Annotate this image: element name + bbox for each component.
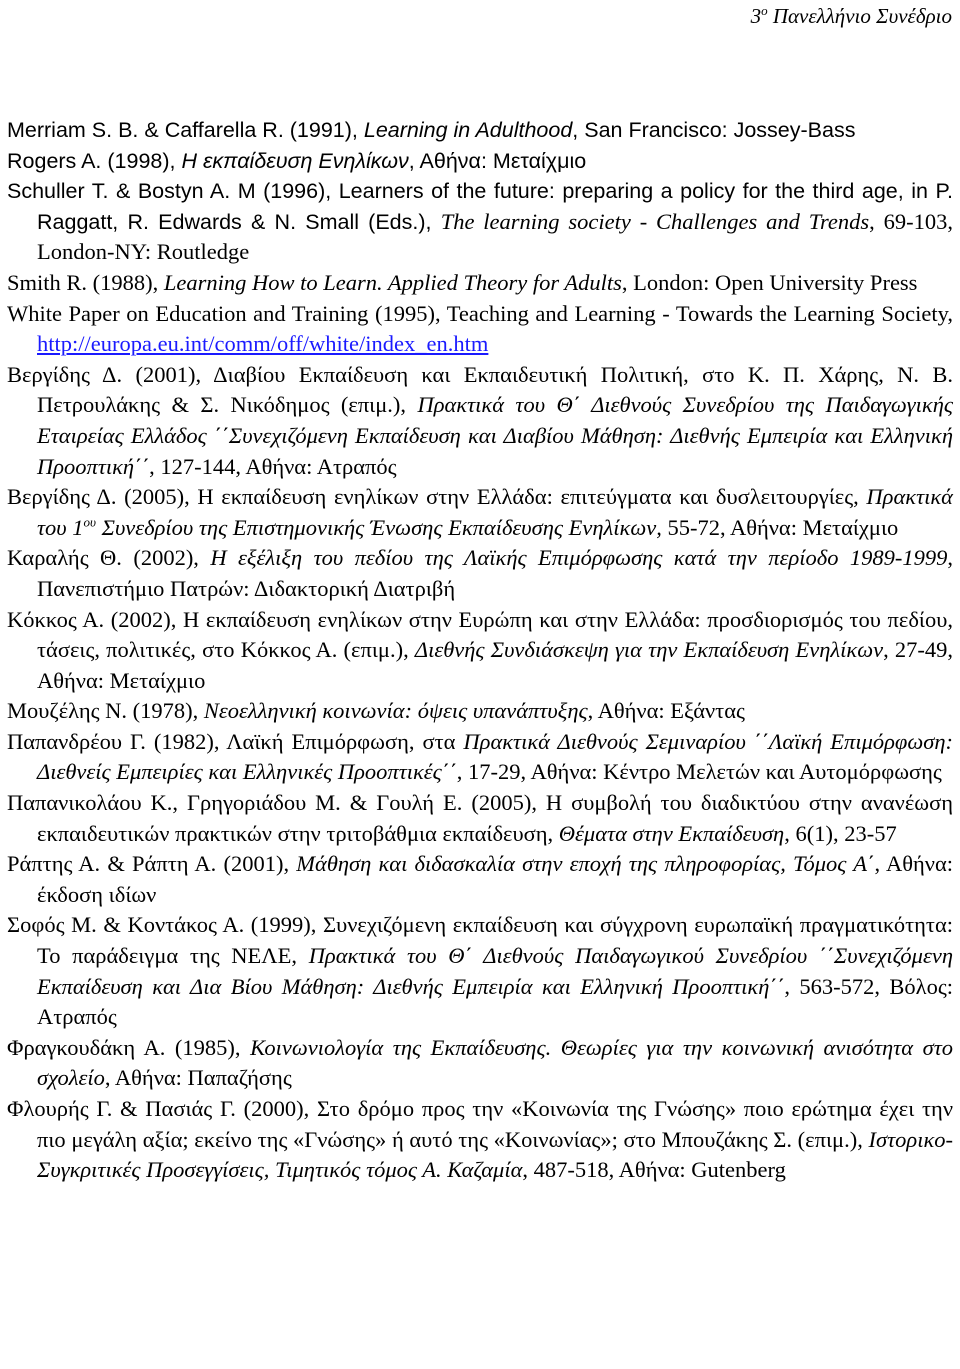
reference-entry	[7, 605, 953, 697]
reference-title: Μάθηση και διδασκαλία στην εποχή της πληροφορίας, Τόμος Α΄	[296, 851, 875, 877]
reference-text: , Πανεπιστήμιο Πατρών: Διδακτορική Διατριβή	[37, 545, 953, 601]
reference-entry	[7, 1094, 953, 1186]
reference-entry	[7, 727, 953, 788]
reference-text: Βεργίδης Δ. (2005), Η εκπαίδευση ενηλίκων στην Ελλάδα: επιτεύγματα και δυσλειτουργίες,	[7, 484, 867, 510]
reference-text: Βεργίδης Δ. (2001), Διαβίου Εκπαίδευση και Εκπαιδευτική Πολιτική, στο Κ. Π. Χάρης, Ν. Β. Πετρουλάκης & Σ. Νικόδημος (επιμ.),	[7, 361, 953, 418]
reference-text: , Αθήνα: Παπαζήσης	[104, 1065, 292, 1091]
reference-title: Learning in Adulthood	[363, 118, 573, 142]
reference-title: Η εκπαίδευση Ενηλίκων	[181, 148, 409, 173]
reference-text: , 17-29, Αθήνα: Κέντρο Μελετών και Αυτομόρφωσης	[456, 759, 942, 785]
reference-text: Παπανδρέου Γ. (1982), Λαϊκή Επιμόρφωση, στα	[7, 728, 464, 754]
reference-text: Σοφός Μ. & Κοντάκος Α. (1999), Συνεχιζόμενη εκπαίδευση και σύγχρονη ευρωπαϊκή πραγματικότητα: Το παράδειγμα της ΝΕΛΕ,	[7, 912, 953, 969]
reference-text: White Paper on Education and Training (1995), Teaching and Learning - Towards the Learning Society,	[7, 300, 953, 326]
reference-entry	[7, 1033, 953, 1094]
reference-text: Μουζέλης Ν. (1978),	[7, 698, 204, 724]
reference-title: Διεθνής Συνδιάσκεψη για την Εκπαίδευση Ενηλίκων	[414, 637, 884, 663]
reference-text: , San Francisco: Jossey-Bass	[572, 118, 856, 142]
reference-list	[7, 115, 953, 1186]
reference-title: Ιστορικο-Συγκριτικές Προσεγγίσεις, Τιμητικός τόμος Α. Καζαμία	[37, 1126, 953, 1183]
reference-entry	[7, 146, 953, 177]
reference-superscript: ου	[83, 514, 96, 530]
reference-entry	[7, 849, 953, 910]
reference-title: Κοινωνιολογία της Εκπαίδευσης. Θεωρίες για την κοινωνική ανισότητα στο σχολείο	[37, 1034, 953, 1091]
header-title: Πανελλήνιο Συνέδριο	[767, 4, 952, 28]
reference-text: Φραγκουδάκη Α. (1985),	[7, 1034, 251, 1060]
reference-entry	[7, 115, 953, 146]
reference-text: Κόκκος Α. (2002), Η εκπαίδευση ενηλίκων στην Ευρώπη και στην Ελλάδα: προσδιορισμός του πεδίου, τάσεις, πολιτικές, στο Κόκκος Α. (επιμ.),	[7, 606, 953, 663]
reference-title: The learning society - Challenges and Trends	[440, 208, 870, 234]
reference-entry	[7, 482, 953, 543]
reference-title: Η εξέλιξη του πεδίου της Λαϊκής Επιμόρφωσης κατά την περίοδο 1989-1999	[210, 545, 948, 571]
reference-title: Πρακτικά Διεθνούς Σεμιναρίου ΄΄Λαϊκή Επιμόρφωση: Διεθνείς Εμπειρίες και Ελληνικές Προοπτικές΄΄	[37, 728, 954, 785]
header-ordinal: ο	[761, 3, 768, 18]
reference-title: Θέματα στην Εκπαίδευση	[558, 820, 785, 846]
reference-title: Συνεδρίου της Επιστημονικής Ένωσης Εκπαίδευσης Ενηλίκων,	[95, 514, 662, 540]
reference-entry	[7, 360, 953, 482]
reference-text: Schuller T. & Bostyn A. M (1996), Learners of the future: preparing a policy for the third age, in P. Raggatt, R. Edwards & N. Small (Eds.),	[7, 179, 953, 234]
reference-text: Φλουρής Γ. & Πασιάς Γ. (2000), Στο δρόμο προς την «Κοινωνία της Γνώσης» ποιο ερώτημα έχει την πιο μεγάλη αξία; εκείνο της «Γνώσης» ή αυτό της «Κοινωνίας»; στο Μπουζάκης Σ. (επιμ.),	[7, 1096, 953, 1152]
reference-text: Παπανικολάου Κ., Γρηγοριάδου Μ. & Γουλή Ε. (2005), Η συμβολή του διαδικτύου στην ανανέωση εκπαιδευτικών πρακτικών στην τριτοβάθμια εκπαίδευση,	[7, 790, 953, 846]
reference-text: , 563-572, Βόλος: Ατραπός	[37, 973, 953, 1030]
reference-text: , 127-144, Αθήνα: Ατραπός	[149, 453, 397, 479]
reference-text: , 6(1), 23-57	[784, 820, 897, 846]
reference-text: Merriam S. B. & Caffarella R. (1991),	[7, 118, 364, 142]
page-header	[751, 4, 952, 29]
reference-text: , Αθήνα: έκδοση ιδίων	[37, 851, 953, 907]
reference-title: Νεοελληνική κοινωνία: όψεις υπανάπτυξης	[203, 698, 588, 724]
reference-title: Learning How to Learn. Applied Theory for Adults	[163, 269, 622, 295]
reference-entry	[7, 696, 953, 727]
reference-entry	[7, 788, 953, 849]
reference-text: , London: Open University Press	[621, 269, 918, 295]
reference-text: , 27-49, Αθήνα: Μεταίχμιο	[37, 637, 953, 693]
reference-text: , 69-103, London-NY: Routledge	[37, 208, 953, 265]
reference-text: Ράπτης Α. & Ράπτη Α. (2001),	[7, 851, 297, 877]
reference-entry	[7, 910, 953, 1032]
reference-entry	[7, 176, 953, 268]
header-number: 3	[750, 4, 762, 28]
reference-link[interactable]: http://europa.eu.int/comm/off/white/index_en.htm	[37, 331, 489, 357]
reference-text: , 487-518, Αθήνα: Gutenberg	[522, 1157, 786, 1183]
reference-text: Smith R. (1988),	[7, 269, 164, 295]
reference-title: Πρακτικά του 1	[37, 484, 953, 540]
reference-text: Καραλής Θ. (2002),	[7, 545, 211, 571]
reference-text: Rogers A. (1998),	[7, 148, 182, 173]
reference-entry	[7, 543, 953, 604]
reference-entry	[7, 299, 953, 360]
reference-text: , Αθήνα: Εξάντας	[587, 698, 745, 724]
reference-title: Πρακτικά του Θ΄ Διεθνούς Παιδαγωγικού Συνεδρίου ΄΄Συνεχιζόμενη Εκπαίδευση και Δια Βίου Μάθηση: Διεθνής Εμπειρία και Ελληνική Προοπτική΄΄	[37, 943, 953, 999]
reference-title: Πρακτικά του Θ΄ Διεθνούς Συνεδρίου της Παιδαγωγικής Εταιρείας Ελλάδος ΄΄Συνεχιζόμενη Εκπαίδευση και Διαβίου Μάθηση: Διεθνής Εμπειρία και Ελληνική Προοπτική΄΄	[37, 392, 953, 479]
reference-entry	[7, 268, 953, 299]
reference-text: 55-72, Αθήνα: Μεταίχμιο	[661, 514, 899, 540]
reference-text: , Αθήνα: Μεταίχμιο	[408, 148, 587, 173]
